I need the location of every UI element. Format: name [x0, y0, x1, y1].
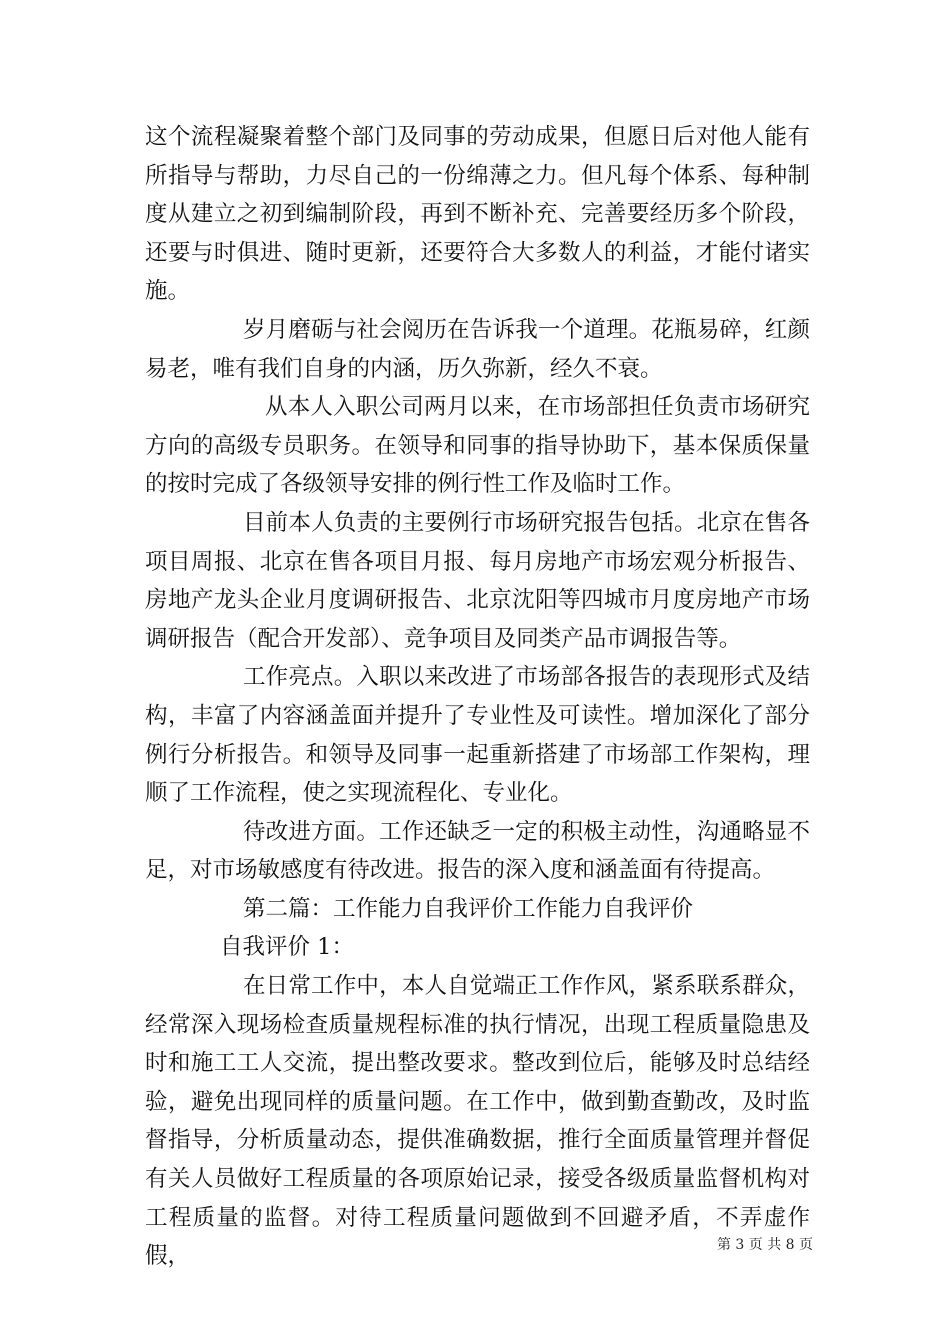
section-heading-part-two: 第二篇：工作能力自我评价工作能力自我评价 [243, 895, 694, 922]
paragraph-highlights: 工作亮点。入职以来改进了市场部各报告的表现形式及结构，丰富了内容涵盖面并提升了专业性及可读性。增加深化了部分例行分析报告。和领导及同事一起重新搭建了市场部工作架构，理顺了工作流程，使之实现流程化、专业化。 [145, 664, 810, 807]
paragraph-improvements: 待改进方面。工作还缺乏一定的积极主动性，沟通略显不足，对市场敏感度有待改进。报告的深入度和涵盖面有待提高。 [145, 818, 810, 884]
paragraph-daily-work: 在日常工作中，本人自觉端正工作作风，紧系联系群众，经常深入现场检查质量规程标准的执行情况，出现工程质量隐患及时和施工工人交流，提出整改要求。整改到位后，能够及时总结经验，避免出现同样的质量问题。在工作中，做到勤查勤改，及时监督指导，分析质量动态，提供准确数据，推行全面质量管理并督促有关人员做好工程质量的各项原始记录，接受各级质量监督机构对工程质量的监督。对待工程质量问题做到不回避矛盾，不弄虚作假， [145, 973, 810, 1270]
paragraph-life-lesson: 岁月磨砺与社会阅历在告诉我一个道理。花瓶易碎，红颜易老，唯有我们自身的内涵，历久弥新，经久不衰。 [145, 316, 810, 382]
paragraph-process-summary: 这个流程凝聚着整个部门及同事的劳动成果，但愿日后对他人能有所指导与帮助，力尽自己的一份绵薄之力。但凡每个体系、每种制度从建立之初到编制阶段，再到不断补充、完善要经历多个阶段，还要与时俱进、随时更新，还要符合大多数人的利益，才能付诸实施。 [145, 124, 810, 305]
paragraph-reports: 目前本人负责的主要例行市场研究报告包括。北京在售各项目周报、北京在售各项目月报、每月房地产市场宏观分析报告、房地产龙头企业月度调研报告、北京沈阳等四城市月度房地产市场调研报告（配合开发部）、竞争项目及同类产品市调报告等。 [145, 509, 810, 652]
document-body [145, 118, 810, 1276]
page-number-footer: 第 3 页 共 8 页 [716, 1237, 814, 1253]
subheading-self-evaluation-1: 自我评价 1： [220, 934, 354, 961]
paragraph-job-intro: 从本人入职公司两月以来，在市场部担任负责市场研究方向的高级专员职务。在领导和同事的指导协助下，基本保质保量的按时完成了各级领导安排的例行性工作及临时工作。 [145, 394, 810, 498]
